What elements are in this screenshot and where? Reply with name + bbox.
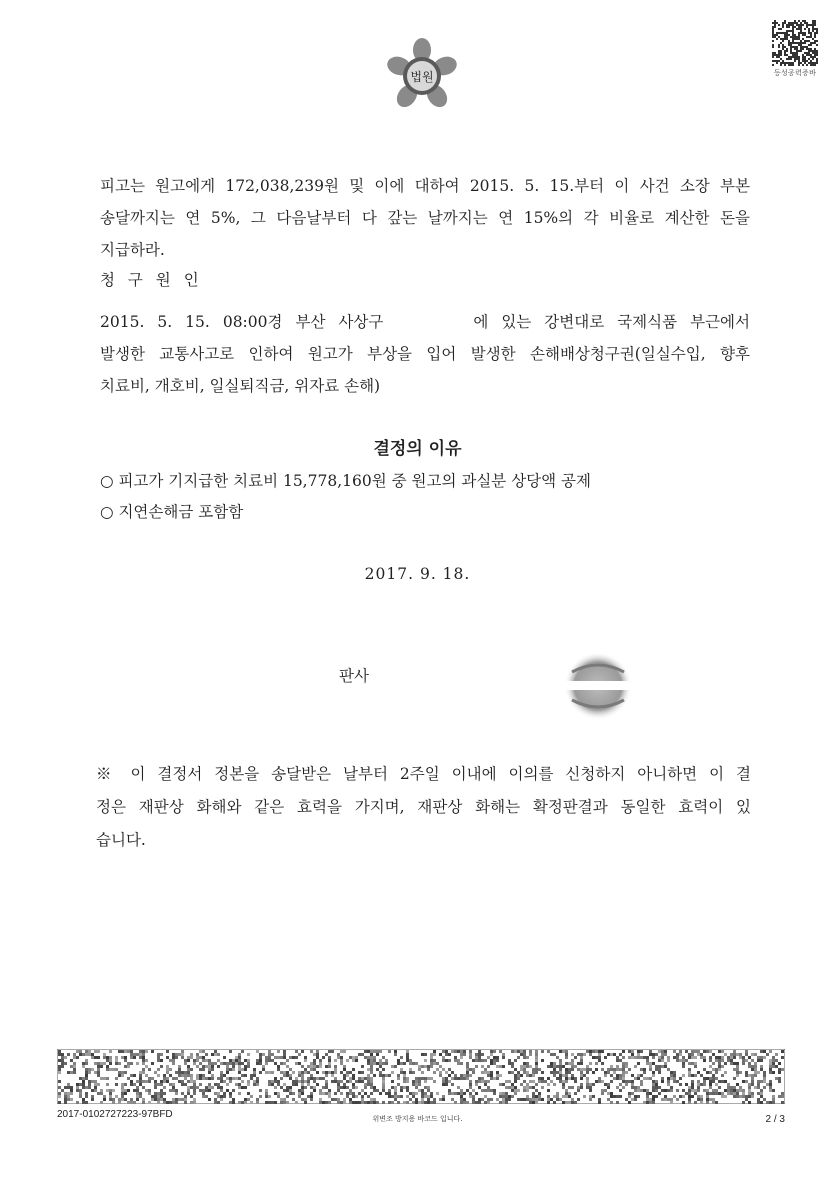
order-line: 피고는 원고에게 172,038,239원 및 이에 대하여 2015. 5. 15.부터 이 사건 소장 부본 — [100, 177, 750, 195]
order-line: 지급하라. — [100, 241, 165, 259]
order-line: 송달까지는 연 5%, 그 다음날부터 다 갚는 날까지는 연 15%의 각 비율로 계산한 돈을 — [100, 209, 750, 227]
anti-forgery-barcode — [57, 1049, 785, 1104]
claim-line-start: 2015. 5. 15. 08:00경 부산 사상구 — [100, 313, 384, 331]
claim-line-end: 에 있는 강변대로 국제식품 부근에서 — [473, 313, 750, 331]
barcode-caption: 위변조 방지용 바코드 입니다. — [372, 1115, 463, 1123]
notice-paragraph — [96, 758, 751, 857]
reason-item: ○ 피고가 기지급한 치료비 15,778,160원 중 원고의 과실분 상당액 공제 — [100, 472, 591, 490]
notice-line: 정은 재판상 화해와 같은 효력을 가지며, 재판상 화해는 확정판결과 동일한 효력이 있 — [96, 798, 751, 816]
qr-caption: 등성공력증바 — [773, 69, 817, 77]
claim-line: 발생한 교통사고로 인하여 원고가 부상을 입어 발생한 손해배상청구권(일실수입, 향후 — [100, 345, 750, 363]
judge-seal-icon — [562, 650, 634, 722]
reasons-title: 결정의 이유 — [373, 439, 462, 459]
qr-code-icon — [772, 20, 818, 66]
claim-line — [100, 306, 750, 338]
page-number: 2 / 3 — [765, 1114, 785, 1125]
notice-line: 습니다. — [96, 831, 146, 849]
court-emblem-icon — [383, 36, 461, 116]
decision-date: 2017. 9. 18. — [364, 565, 471, 583]
order-paragraph — [100, 170, 750, 266]
judge-label: 판사 — [339, 667, 369, 685]
seal-text: 법원 — [410, 70, 434, 84]
reason-item: ○ 지연손해금 포함함 — [100, 503, 244, 521]
notice-line: ※ 이 결정서 정본을 송달받은 날부터 2주일 이내에 이의를 신청하지 아니하면 이 결 — [96, 765, 751, 783]
claim-paragraph — [100, 306, 750, 402]
claim-heading: 청 구 원 인 — [100, 271, 203, 289]
document-id: 2017-0102727223-97BFD — [57, 1109, 173, 1120]
claim-line: 치료비, 개호비, 일실퇴직금, 위자료 손해) — [100, 377, 381, 395]
